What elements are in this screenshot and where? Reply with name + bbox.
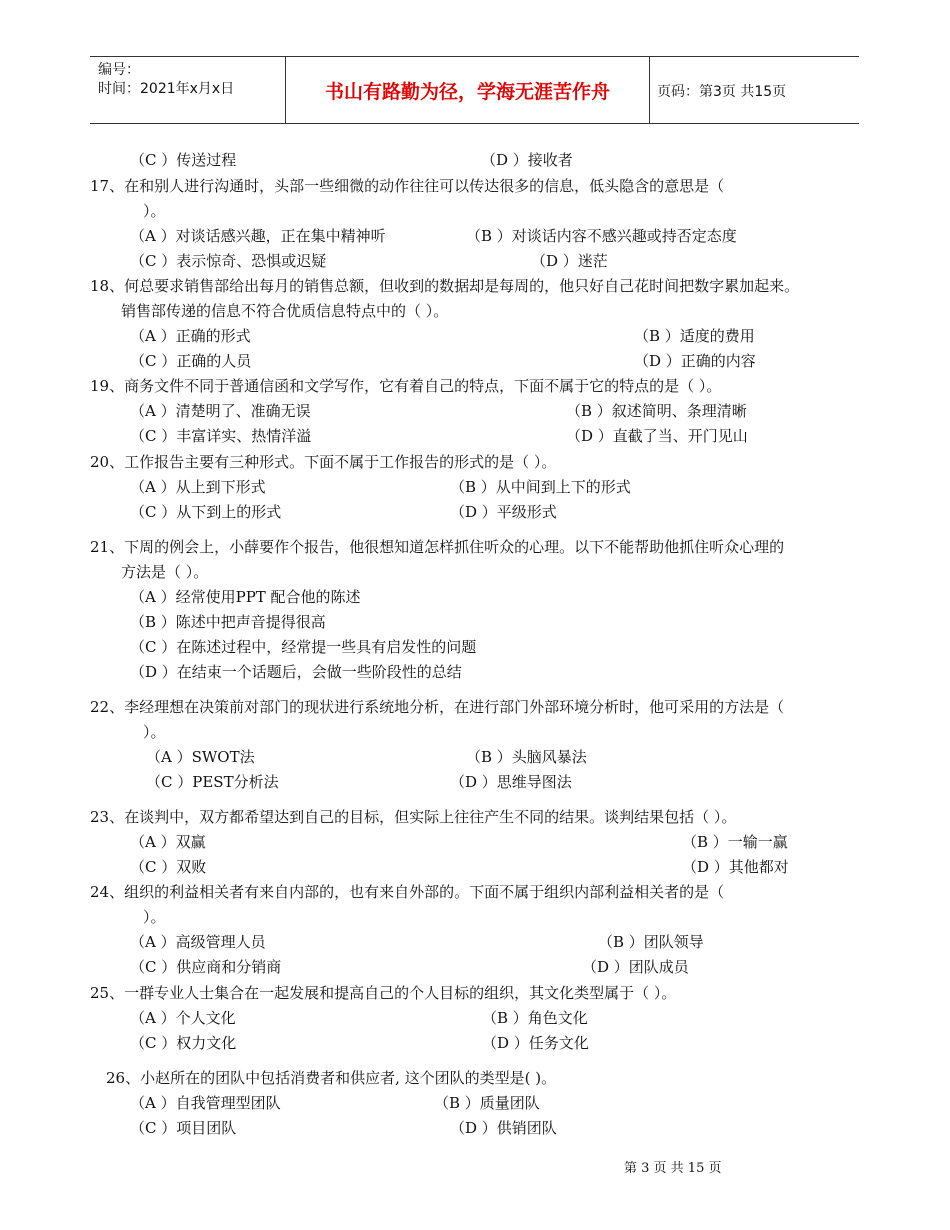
option-text: （B ）叙述简明、条理清晰 bbox=[566, 402, 747, 420]
question-stem: 17、在和别人进行沟通时，头部一些细微的动作往往可以传达很多的信息，低头隐含的意思是（ bbox=[90, 177, 725, 195]
option-text: （D ）团队成员 bbox=[582, 958, 689, 976]
option-text: （C ）项目团队 bbox=[130, 1119, 237, 1137]
option-text: （B ）质量团队 bbox=[434, 1094, 540, 1112]
option-text: （B ）角色文化 bbox=[482, 1009, 588, 1027]
question-stem: 22、李经理想在决策前对部门的现状进行系统地分析，在进行部门外部环境分析时，他可采用的方法是（ bbox=[90, 698, 785, 716]
option-text: （C ）供应商和分销商 bbox=[130, 958, 282, 976]
question-stem: 24、组织的利益相关者有来自内部的，也有来自外部的。下面不属于组织内部利益相关者的是（ bbox=[90, 883, 725, 901]
option-text: （B ）团队领导 bbox=[598, 933, 704, 951]
option-text: （A ）正确的形式 bbox=[130, 327, 251, 345]
option-text: （A ）高级管理人员 bbox=[130, 933, 266, 951]
option-text: （A ）对谈话感兴趣，正在集中精神听 bbox=[130, 227, 386, 245]
option-text: （D ）在结束一个话题后，会做一些阶段性的总结 bbox=[130, 663, 462, 681]
question-stem: 18、何总要求销售部给出每月的销售总额，但收到的数据却是每周的，他只好自己花时间把数字累加起来。 bbox=[90, 277, 800, 295]
header-motto: 书山有路勤为径，学海无涯苦作舟 bbox=[324, 81, 610, 103]
option-text: （C ）正确的人员 bbox=[130, 352, 252, 370]
option-text: （C ）PEST分析法 bbox=[146, 773, 279, 791]
question-stem-cont: 方法是（ ）。 bbox=[121, 563, 209, 581]
option-text: （B ）头脑风暴法 bbox=[466, 748, 587, 766]
header-divider bbox=[649, 57, 650, 123]
option-text: （C ）从下到上的形式 bbox=[130, 503, 282, 521]
question-stem-cont: ）。 bbox=[143, 723, 166, 741]
option-text: （D ）平级形式 bbox=[450, 503, 557, 521]
question-stem-cont: 销售部传递的信息不符合优质信息特点中的（ ）。 bbox=[121, 302, 449, 320]
option-text: （B ）从中间到上下的形式 bbox=[450, 478, 631, 496]
option-text: （D ）思维导图法 bbox=[450, 773, 572, 791]
option-text: （D ）迷茫 bbox=[531, 252, 608, 270]
option-text: （C ）丰富详实、热情洋溢 bbox=[130, 427, 312, 445]
option-text: （A ）从上到下形式 bbox=[130, 478, 266, 496]
option-text: （C ）传送过程 bbox=[130, 151, 237, 169]
question-stem: 21、下周的例会上，小薛要作个报告，他很想知道怎样抓住听众的心理。以下不能帮助他抓住听众心理的 bbox=[90, 538, 785, 556]
question-stem: 20、工作报告主要有三种形式。下面不属于工作报告的形式的是（ ）。 bbox=[90, 453, 557, 471]
page-footer: 第 3 页 共 15 页 bbox=[624, 1161, 722, 1176]
option-text: （A ）自我管理型团队 bbox=[130, 1094, 281, 1112]
option-text: （A ）SWOT法 bbox=[146, 748, 255, 766]
page-header bbox=[90, 56, 859, 124]
time-label: 时间：2021年x月x日 bbox=[98, 81, 235, 97]
question-stem: 19、商务文件不同于普通信函和文学写作，它有着自己的特点，下面不属于它的特点的是（ ）。 bbox=[90, 377, 722, 395]
option-text: （A ）双赢 bbox=[130, 833, 206, 851]
option-text: （B ）一输一赢 bbox=[682, 833, 788, 851]
question-stem: 23、在谈判中，双方都希望达到自己的目标，但实际上往往产生不同的结果。谈判结果包括（ ）。 bbox=[90, 808, 737, 826]
question-stem-cont: ）。 bbox=[143, 202, 166, 220]
option-text: （D ）正确的内容 bbox=[634, 352, 756, 370]
option-text: （C ）表示惊奇、恐惧或迟疑 bbox=[130, 252, 327, 270]
option-text: （D ）任务文化 bbox=[482, 1034, 589, 1052]
option-text: （C ）双败 bbox=[130, 858, 207, 876]
question-stem: 26、小赵所在的团队中包括消费者和供应者, 这个团队的类型是( )。 bbox=[106, 1069, 557, 1087]
option-text: （D ）其他都对 bbox=[682, 858, 789, 876]
question-stem: 25、一群专业人士集合在一起发展和提高自己的个人目标的组织，其文化类型属于（ ）。 bbox=[90, 984, 677, 1002]
option-text: （B ）适度的费用 bbox=[634, 327, 755, 345]
header-meta bbox=[98, 61, 234, 99]
number-label: 编号： bbox=[98, 62, 140, 78]
option-text: （D ）直截了当、开门见山 bbox=[566, 427, 748, 445]
option-text: （A ）清楚明了、准确无误 bbox=[130, 402, 311, 420]
option-text: （A ）个人文化 bbox=[130, 1009, 236, 1027]
option-text: （B ）陈述中把声音提得很高 bbox=[130, 613, 326, 631]
option-text: （B ）对谈话内容不感兴趣或持否定态度 bbox=[466, 227, 737, 245]
header-page-number: 页码：第3页 共15页 bbox=[657, 84, 787, 100]
option-text: （A ）经常使用PPT 配合他的陈述 bbox=[130, 588, 361, 606]
option-text: （D ）接收者 bbox=[481, 151, 573, 169]
question-stem-cont: ）。 bbox=[143, 908, 166, 926]
option-text: （C ）在陈述过程中，经常提一些具有启发性的问题 bbox=[130, 638, 477, 656]
option-text: （C ）权力文化 bbox=[130, 1034, 237, 1052]
option-text: （D ）供销团队 bbox=[450, 1119, 557, 1137]
